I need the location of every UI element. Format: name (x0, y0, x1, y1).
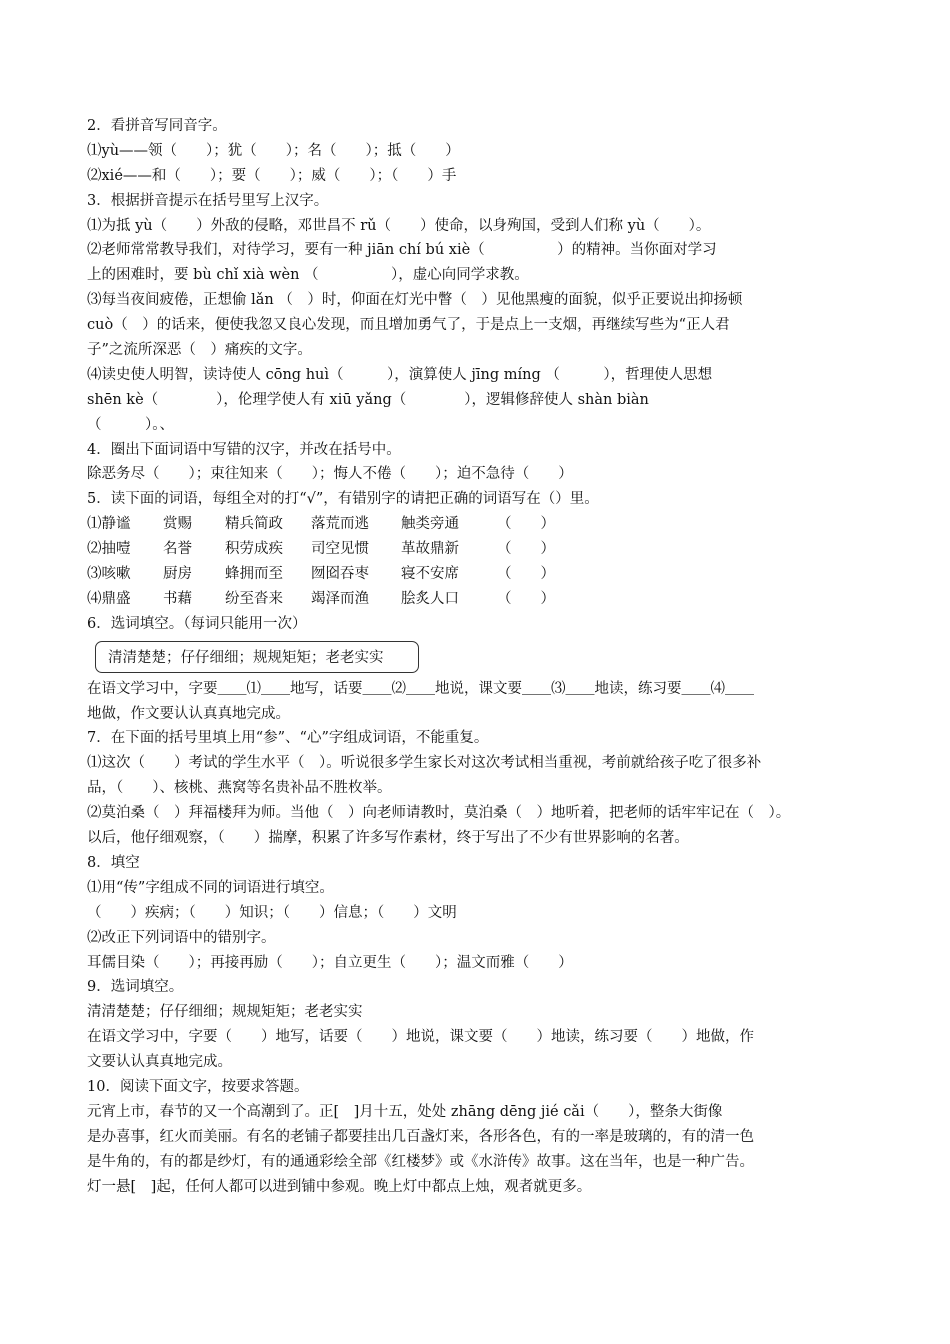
q7-title: 7．在下面的括号里填上用“参”、“心”字组成词语，不能重复。 (87, 730, 489, 747)
q5-cell: 司空见惯 (311, 541, 369, 558)
q3-item-4-line-1: ⑷读史使人明智，读诗使人 cōng huì（ ），演算使人 jīng míng （ ），哲理使人思想 (87, 366, 713, 383)
q5-cell: 蜂拥而至 (225, 566, 283, 583)
q8-item-1-blanks: （ ）疾病；（ ）知识；（ ）信息；（ ）文明 (87, 904, 457, 921)
q5-answer-blank: （ ） (497, 541, 555, 558)
q5-cell: 囫囵吞枣 (311, 566, 369, 583)
q3-item-3-line-3: 子”之流所深恶（ ）痛疾的文字。 (87, 342, 312, 359)
q3-item-4-line-2: shēn kè（ ），伦理学使人有 xiū yǎng（ ），逻辑修辞使人 shàn biàn (87, 391, 649, 408)
q5-cell: ⑴静谧 (87, 516, 131, 533)
q10-passage-line-4: 灯一悬[ ]起，任何人都可以进到铺中参观。晚上灯中都点上烛，观者就更多。 (87, 1178, 592, 1195)
q3-title: 3．根据拼音提示在括号里写上汉字。 (87, 192, 329, 209)
q5-cell: 书藉 (163, 590, 192, 607)
q5-cell: 落荒而逃 (311, 516, 369, 533)
q5-row (87, 512, 863, 537)
q5-row (87, 562, 863, 587)
worksheet (87, 114, 863, 1199)
q7-item-1-line-2: 品，（ ）、核桃、燕窝等名贵补品不胜枚举。 (87, 780, 392, 797)
q5-cell: 积劳成疾 (225, 541, 283, 558)
q5-cell: 赏赐 (163, 516, 192, 533)
q3-item-4-line-3: （ ）。、 (87, 416, 174, 433)
q3-item-2-line-2: 上的困难时，要 bù chǐ xià wèn （ ），虚心向同学求教。 (87, 267, 529, 284)
q10-title: 10．阅读下面文字，按要求答题。 (87, 1078, 309, 1095)
q8-item-2-blanks: 耳儒目染（ ）；再接再励（ ）；自立更生（ ）；温文而雅（ ） (87, 954, 573, 971)
q5-cell: 精兵简政 (225, 516, 283, 533)
q5-cell: 脍炙人口 (401, 590, 459, 607)
q5-cell: 纷至沓来 (225, 590, 283, 607)
q3-item-3-line-1: ⑶每当夜间疲倦，正想偷 lǎn （ ）时，仰面在灯光中瞥（ ）见他黑瘦的面貌，似乎正要说出抑扬顿 (87, 292, 743, 309)
q2-title: 2．看拼音写同音字。 (87, 118, 227, 134)
q10-passage-line-1: 元宵上市，春节的又一个高潮到了。正[ ]月十五，处处 zhāng dēng jié cǎi（ ），整条大街像 (87, 1103, 723, 1120)
q10-passage-line-2: 是办喜事，红火而美丽。有名的老铺子都要挂出几百盏灯来，各形各色，有的一率是玻璃的，有的清一色 (87, 1128, 754, 1145)
q6-line-2: 地做，作文要认认真真地完成。 (87, 705, 290, 722)
q5-cell: 厨房 (163, 566, 192, 583)
q5-cell: ⑷鼎盛 (87, 590, 131, 607)
q3-item-2-line-1: ⑵老师常常教导我们，对待学习，要有一种 jiān chí bú xiè（ ）的精神。当你面对学习 (87, 242, 717, 259)
q5-row (87, 587, 863, 612)
q8-item-1: ⑴用“传”字组成不同的词语进行填空。 (87, 879, 334, 896)
q4-items: 除恶务尽（ ）；束往知来（ ）；悔人不倦（ ）；迫不急待（ ） (87, 466, 573, 483)
q5-cell: ⑵抽噎 (87, 541, 131, 558)
q5-cell: 革故鼎新 (401, 541, 459, 558)
q3-item-1: ⑴为抵 yù（ ）外敌的侵略，邓世昌不 rǔ（ ）使命，以身殉国，受到人们称 yù（ ）。 (87, 217, 711, 234)
q6-line-1: 在语文学习中，字要＿＿⑴＿＿地写，话要＿＿⑵＿＿地说，课文要＿＿⑶＿＿地读，练习要＿＿⑷＿＿ (87, 680, 754, 697)
q5-cell: 触类旁通 (401, 516, 459, 533)
q9-words: 清清楚楚；仔仔细细；规规矩矩；老老实实 (87, 1004, 363, 1021)
q5-cell: 名誉 (163, 541, 192, 558)
q5-cell: 竭泽而渔 (311, 590, 369, 607)
q5-cell: 寝不安席 (401, 566, 459, 583)
q5-row (87, 537, 863, 562)
q5-title: 5．读下面的词语，每组全对的打“√”，有错别字的请把正确的词语写在（）里。 (87, 491, 599, 508)
q5-cell: ⑶咳嗽 (87, 566, 131, 583)
q5-answer-blank: （ ） (497, 590, 555, 607)
q9-line-2: 文要认认真真地完成。 (87, 1054, 232, 1071)
q3-item-3-line-2: cuò（ ）的话来，便使我忽又良心发现，而且增加勇气了，于是点上一支烟，再继续写些为“正人君 (87, 317, 730, 334)
q2-item-1: ⑴yù——领（ ）；犹（ ）；名（ ）；抵（ ） (87, 142, 460, 159)
q8-title: 8．填空 (87, 854, 140, 871)
q6-word-box: 清清楚楚；仔仔细细；规规矩矩；老老实实 (95, 641, 419, 673)
q5-answer-blank: （ ） (497, 516, 555, 533)
q4-title: 4．圈出下面词语中写错的汉字，并改在括号中。 (87, 441, 401, 458)
q8-item-2: ⑵改正下列词语中的错别字。 (87, 929, 276, 946)
q7-item-2-line-2: 以后，他仔细观察，（ ）揣摩，积累了许多写作素材，终于写出了不少有世界影响的名著。 (87, 830, 689, 847)
q5-answer-blank: （ ） (497, 566, 555, 583)
q7-item-2-line-1: ⑵莫泊桑（ ）拜福楼拜为师。当他（ ）向老师请教时，莫泊桑（ ）地听着，把老师的话牢牢记在（ ）。 (87, 805, 791, 822)
q9-line-1: 在语文学习中，字要（ ）地写，话要（ ）地说，课文要（ ）地读，练习要（ ）地做，作 (87, 1029, 754, 1046)
q6-title: 6．选词填空。（每词只能用一次） (87, 615, 307, 632)
q7-item-1-line-1: ⑴这次（ ）考试的学生水平（ ）。听说很多学生家长对这次考试相当重视，考前就给孩子吃了很多补 (87, 755, 762, 772)
q9-title: 9．选词填空。 (87, 979, 184, 996)
q10-passage-line-3: 是牛角的，有的都是纱灯，有的通通彩绘全部《红楼梦》或《水浒传》故事。这在当年，也是一种广告。 (87, 1153, 754, 1170)
q2-item-2: ⑵xié——和（ ）；要（ ）；威（ ）；（ ）手 (87, 167, 457, 184)
